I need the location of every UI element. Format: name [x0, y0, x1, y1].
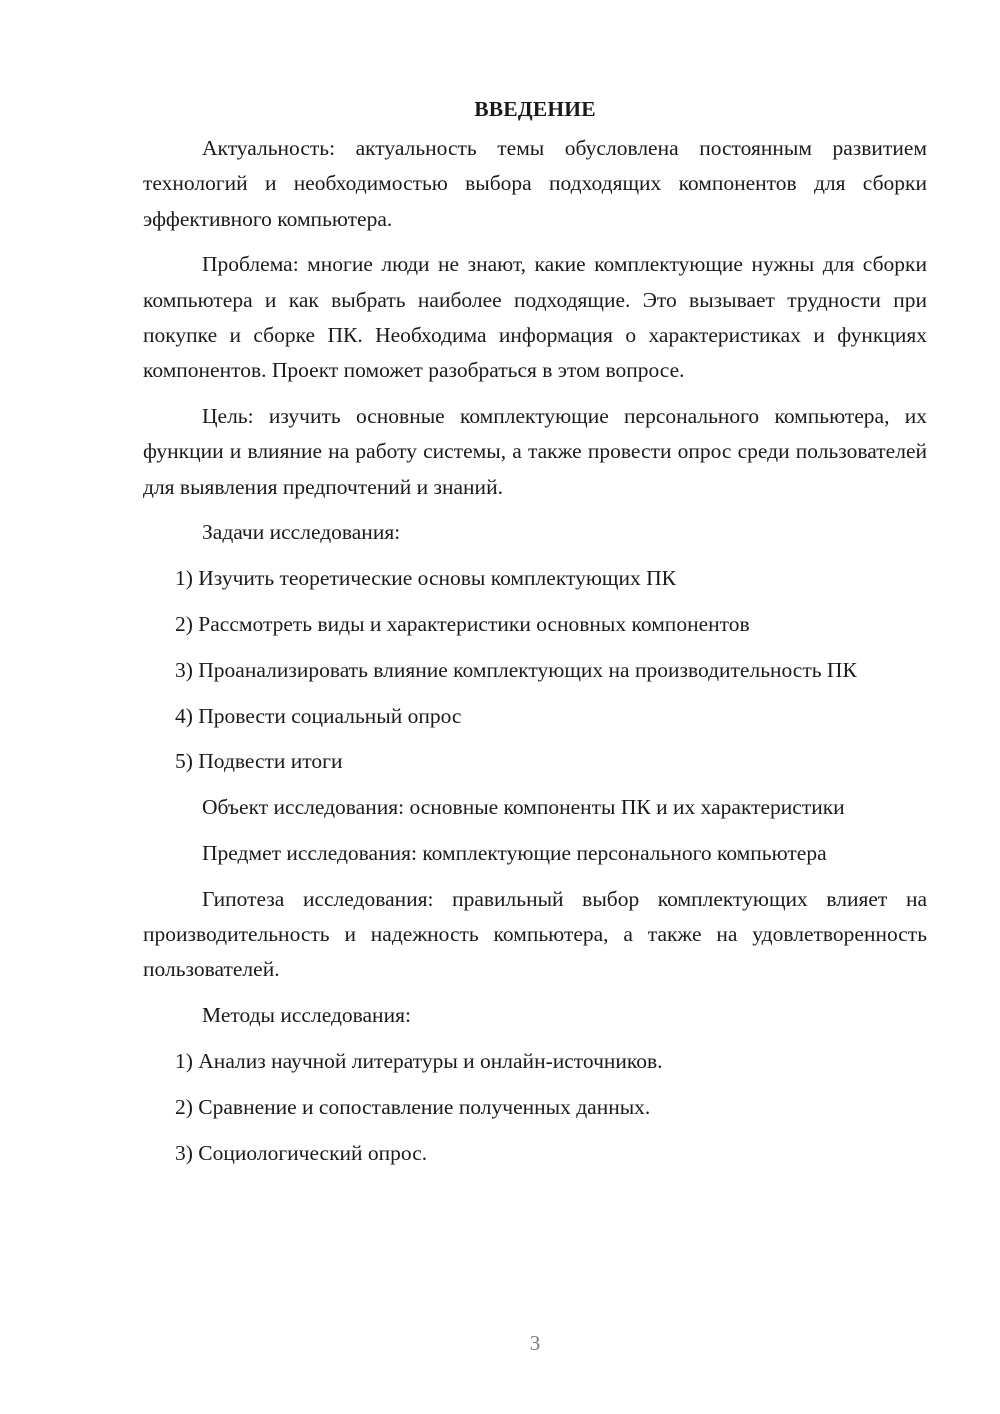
- methods-heading: Методы исследования:: [202, 1003, 411, 1028]
- method-item: 1) Анализ научной литературы и онлайн-источников.: [175, 1049, 663, 1074]
- method-item: 3) Социологический опрос.: [175, 1140, 428, 1165]
- method-item: 2) Сравнение и сопоставление полученных данных.: [175, 1094, 651, 1119]
- tasks-heading: Задачи исследования:: [202, 520, 401, 545]
- relevance-paragraph: Актуальность: актуальность темы обусловлена постоянным развитием технологий и необходимостью выбора подходящих компонентов для сборки эффективного компьютера.: [143, 136, 927, 231]
- page-number: 3: [529, 1331, 541, 1355]
- task-item: 3) Проанализировать влияние комплектующих на производительность ПК: [175, 657, 857, 682]
- task-item: 4) Провести социальный опрос: [175, 703, 462, 728]
- task-item: 1) Изучить теоретические основы комплектующих ПК: [175, 566, 676, 591]
- problem-paragraph: Проблема: многие люди не знают, какие комплектующие нужны для сборки компьютера и как выбрать наиболее подходящие. Это вызывает трудности при покупке и сборке ПК. Необходима информация о характеристиках и функциях компонентов. Проект поможет разобраться в этом вопросе.: [143, 252, 927, 383]
- task-item: 2) Рассмотреть виды и характеристики основных компонентов: [175, 612, 750, 637]
- object-paragraph: Объект исследования: основные компоненты ПК и их характеристики: [202, 795, 845, 820]
- task-item: 5) Подвести итоги: [175, 749, 343, 774]
- subject-paragraph: Предмет исследования: комплектующие персонального компьютера: [202, 841, 827, 866]
- hypothesis-paragraph: Гипотеза исследования: правильный выбор комплектующих влияет на производительность и надежность компьютера, а также на удовлетворенность пользователей.: [143, 886, 927, 982]
- section-title: ВВЕДЕНИЕ: [474, 97, 596, 121]
- document-page: [143, 92, 927, 1171]
- goal-paragraph: Цель: изучить основные комплектующие персонального компьютера, их функции и влияние на работу системы, а также провести опрос среди пользователей для выявления предпочтений и знаний.: [143, 404, 927, 499]
